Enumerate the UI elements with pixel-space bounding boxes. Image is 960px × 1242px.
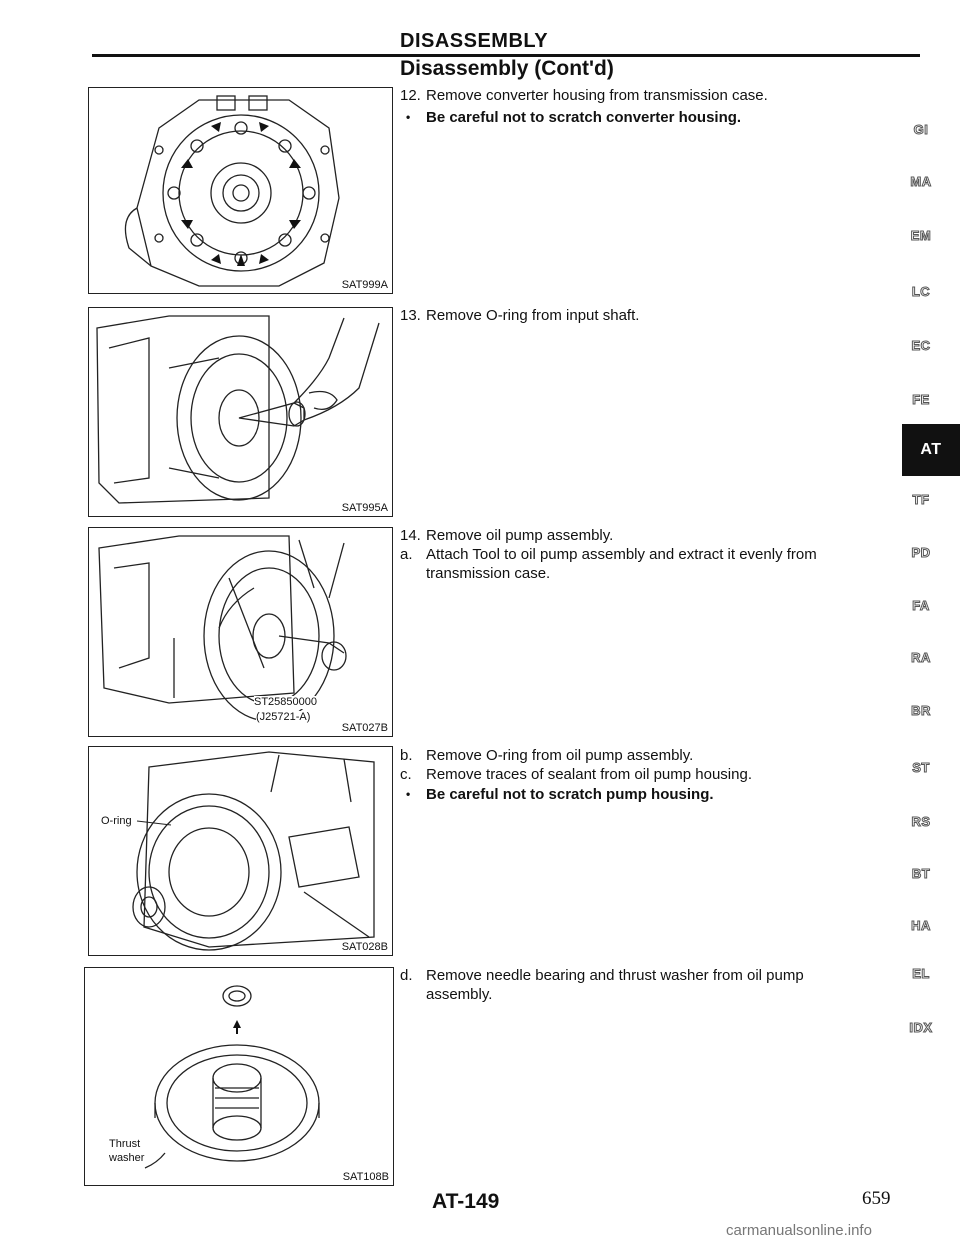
input-shaft-illustration <box>89 308 392 516</box>
oring-label: O-ring <box>101 815 132 827</box>
figure-code: SAT995A <box>341 502 388 514</box>
tool-label-kent: (J25721-A) <box>256 711 311 723</box>
figure-code: SAT108B <box>342 1171 389 1183</box>
side-tab-tf[interactable]: TF <box>912 492 930 507</box>
side-tab-ma[interactable]: MA <box>910 174 932 189</box>
step-14c-caution: • Be careful not to scratch pump housing. <box>406 786 714 803</box>
step-13: 13. Remove O-ring from input shaft. <box>400 307 640 324</box>
tool-label-part: ST25850000 <box>254 696 317 708</box>
side-tab-fa[interactable]: FA <box>912 598 930 613</box>
figure-thrust-washer <box>84 967 394 1186</box>
page-code: AT-149 <box>432 1190 500 1213</box>
side-tab-lc[interactable]: LC <box>911 284 931 299</box>
header-title: DISASSEMBLY <box>400 30 549 52</box>
side-tab-br[interactable]: BR <box>911 703 931 718</box>
washer-label: washer <box>109 1152 145 1164</box>
page-number: 659 <box>862 1188 891 1209</box>
bullet: • <box>406 787 411 801</box>
step-14b: b. Remove O-ring from oil pump assembly. <box>400 747 694 764</box>
side-tab-bt[interactable]: BT <box>911 866 931 881</box>
side-tab-st[interactable]: ST <box>912 760 930 775</box>
side-tab-rs[interactable]: RS <box>911 814 931 829</box>
section-title: Disassembly (Cont'd) <box>400 57 614 80</box>
side-tab-idx[interactable]: IDX <box>909 1020 933 1035</box>
figure-oil-pump-oring <box>88 746 393 956</box>
oil-pump-oring-illustration <box>89 747 392 955</box>
step-14a: a. Attach Tool to oil pump assembly and extract it evenly from transmission case. <box>400 546 817 582</box>
step-14c: c. Remove traces of sealant from oil pump housing. <box>400 766 752 783</box>
bullet: • <box>406 110 411 124</box>
side-tab-at[interactable]: AT <box>902 424 960 476</box>
thrust-label: Thrust <box>109 1138 141 1150</box>
oil-pump-extraction-illustration <box>89 528 392 736</box>
side-tab-pd[interactable]: PD <box>911 545 931 560</box>
side-tab-fe[interactable]: FE <box>912 392 930 407</box>
side-tab-el[interactable]: EL <box>912 966 930 981</box>
side-tab-em[interactable]: EM <box>910 228 932 243</box>
side-tab-ec[interactable]: EC <box>911 338 931 353</box>
figure-converter-housing <box>88 87 393 294</box>
converter-housing-illustration <box>89 88 392 293</box>
step-12-caution: • Be careful not to scratch converter housing. <box>406 109 742 126</box>
figure-code: SAT028B <box>341 941 388 953</box>
side-tab-ra[interactable]: RA <box>911 650 931 665</box>
figure-code: SAT027B <box>341 722 388 734</box>
watermark: carmanualsonline.info <box>726 1222 872 1239</box>
side-tab-ha[interactable]: HA <box>911 918 931 933</box>
figure-input-shaft <box>88 307 393 517</box>
side-tab-gi[interactable]: GI <box>913 122 929 137</box>
step-14: 14. Remove oil pump assembly. <box>400 527 614 544</box>
figure-oil-pump-extraction <box>88 527 393 737</box>
figure-code: SAT999A <box>341 279 388 291</box>
step-12: 12. Remove converter housing from transmission case. <box>400 87 768 104</box>
step-14d: d. Remove needle bearing and thrust washer from oil pump assembly. <box>400 967 804 1003</box>
